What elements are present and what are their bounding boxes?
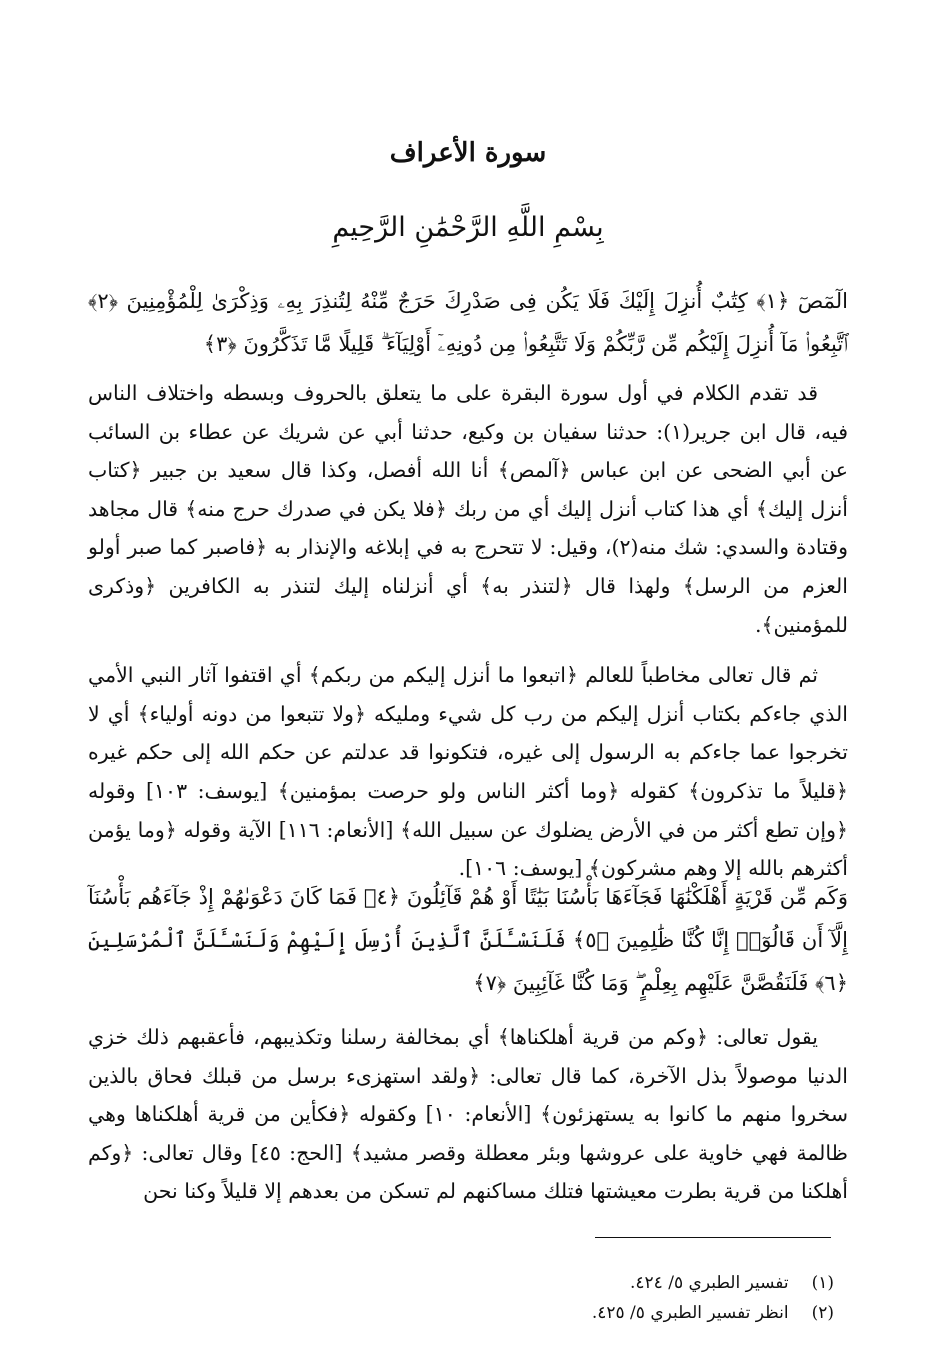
quran-verses-1-3 bbox=[88, 280, 848, 366]
surah-title: سورة الأعراف bbox=[389, 138, 547, 168]
basmala: بِسْمِ اللَّهِ الرَّحْمَٰنِ الرَّحِيمِ bbox=[332, 212, 604, 243]
footnote-number: (٢) bbox=[811, 1303, 834, 1323]
tafsir-section-2 bbox=[88, 1018, 848, 1211]
footnote-separator bbox=[595, 1237, 831, 1238]
verse-text: وَكَم مِّن قَرْيَةٍ أَهْلَكْنَٰهَا فَجَآءَهَا بَأْسُنَا بَيَٰتًا أَوْ هُمْ قَآئِلُونَ ﴿٤﴾ فَمَا كَانَ دَعْوَىٰهُمْ إِذْ جَآءَهُم بَأْسُنَآ إِلَّآ أَن قَالُوٓا۟ إِنَّا كُنَّا ظَٰلِمِينَ ﴿٥﴾ فَلَنَسْـَٔلَنَّ ٱلَّذِينَ أُرْسِلَ إِلَيْهِمْ وَلَنَسْـَٔلَنَّ ٱلْمُرْسَلِينَ ﴿٦﴾ فَلَنَقُصَّنَّ عَلَيْهِم بِعِلْمٍ ۖ وَمَا كُنَّا غَآئِبِينَ ﴿٧﴾ bbox=[88, 885, 848, 995]
footnote-text: انظر تفسير الطبري ٥/ ٤٢٥. bbox=[591, 1303, 789, 1323]
footnotes bbox=[460, 1268, 834, 1328]
verse-text: الٓمٓصٓ ﴿١﴾ كِتَٰبٌ أُنزِلَ إِلَيْكَ فَلَا يَكُن فِى صَدْرِكَ حَرَجٌ مِّنْهُ لِتُنذِرَ بِهِۦ وَذِكْرَىٰ لِلْمُؤْمِنِينَ ﴿٢﴾ ٱتَّبِعُوا۟ مَآ أُنزِلَ إِلَيْكُم مِّن رَّبِّكُمْ وَلَا تَتَّبِعُوا۟ مِن دُونِهِۦٓ أَوْلِيَآءَ ۗ قَلِيلًا مَّا تَذَكَّرُونَ ﴿٣﴾ bbox=[88, 289, 848, 356]
tafsir-paragraph: يقول تعالى: ﴿وكم من قرية أهلكناها﴾ أي بمخالفة رسلنا وتكذيبهم، فأعقبهم ذلك خزي الدنيا موصولاً بذل الآخرة، كما قال تعالى: ﴿ولقد استهزىء برسل من قبلك فحاق بالذين سخروا منهم ما كانوا به يستهزئون﴾ [الأنعام: ١٠] وكقوله ﴿فكأين من قرية أهلكناها وهي ظالمة فهي خاوية على عروشها وبئر معطلة وقصر مشيد﴾ [الحج: ٤٥] وقال تعالى: ﴿وكم أهلكنا من قرية بطرت معيشتها فتلك مساكنهم لم تسكن من بعدهم إلا قليلاً وكنا نحن bbox=[88, 1025, 848, 1204]
footnote-1 bbox=[460, 1268, 834, 1298]
tafsir-section-1 bbox=[88, 374, 848, 888]
tafsir-paragraph: قد تقدم الكلام في أول سورة البقرة على ما يتعلق بالحروف وبسطه واختلاف الناس فيه، قال ابن جرير(١): حدثنا سفيان بن وكيع، حدثنا أبي عن شريك عن عطاء بن السائب عن أبي الضحى عن ابن عباس ﴿آلمص﴾ أنا الله أفصل، وكذا قال سعيد بن جبير ﴿كتاب أنزل إليك﴾ أي هذا كتاب أنزل إليك أي من ربك ﴿فلا يكن في صدرك حرج منه﴾ قال مجاهد وقتادة والسدي: شك منه(٢)، وقيل: لا تتحرج به في إبلاغه والإنذار به ﴿فاصبر كما صبر أولو العزم من الرسل﴾ ولهذا قال ﴿لتنذر به﴾ أي أنزلناه إليك لتنذر به الكافرين ﴿وذكرى للمؤمنين﴾. bbox=[88, 381, 848, 637]
quran-verses-4-7 bbox=[88, 876, 848, 1005]
footnote-2 bbox=[460, 1298, 834, 1328]
tafsir-paragraph: ثم قال تعالى مخاطباً للعالم ﴿اتبعوا ما أنزل إليكم من ربكم﴾ أي اقتفوا آثار النبي الأمي الذي جاءكم بكتاب أنزل إليكم من رب كل شيء ومليكه ﴿ولا تتبعوا من دونه أولياء﴾ أي لا تخرجوا عما جاءكم به الرسول إلى غيره، فتكونوا قد عدلتم عن حكم الله إلى حكم غيره ﴿قليلاً ما تذكرون﴾ كقوله ﴿وما أكثر الناس ولو حرصت بمؤمنين﴾ [يوسف: ١٠٣] وقوله ﴿وإن تطع أكثر من في الأرض يضلوك عن سبيل الله﴾ [الأنعام: ١١٦] الآية وقوله ﴿وما يؤمن أكثرهم بالله إلا وهم مشركون﴾ [يوسف: ١٠٦]. bbox=[88, 663, 848, 881]
footnote-text: تفسير الطبري ٥/ ٤٢٤. bbox=[630, 1273, 789, 1293]
footnote-number: (١) bbox=[811, 1273, 834, 1293]
